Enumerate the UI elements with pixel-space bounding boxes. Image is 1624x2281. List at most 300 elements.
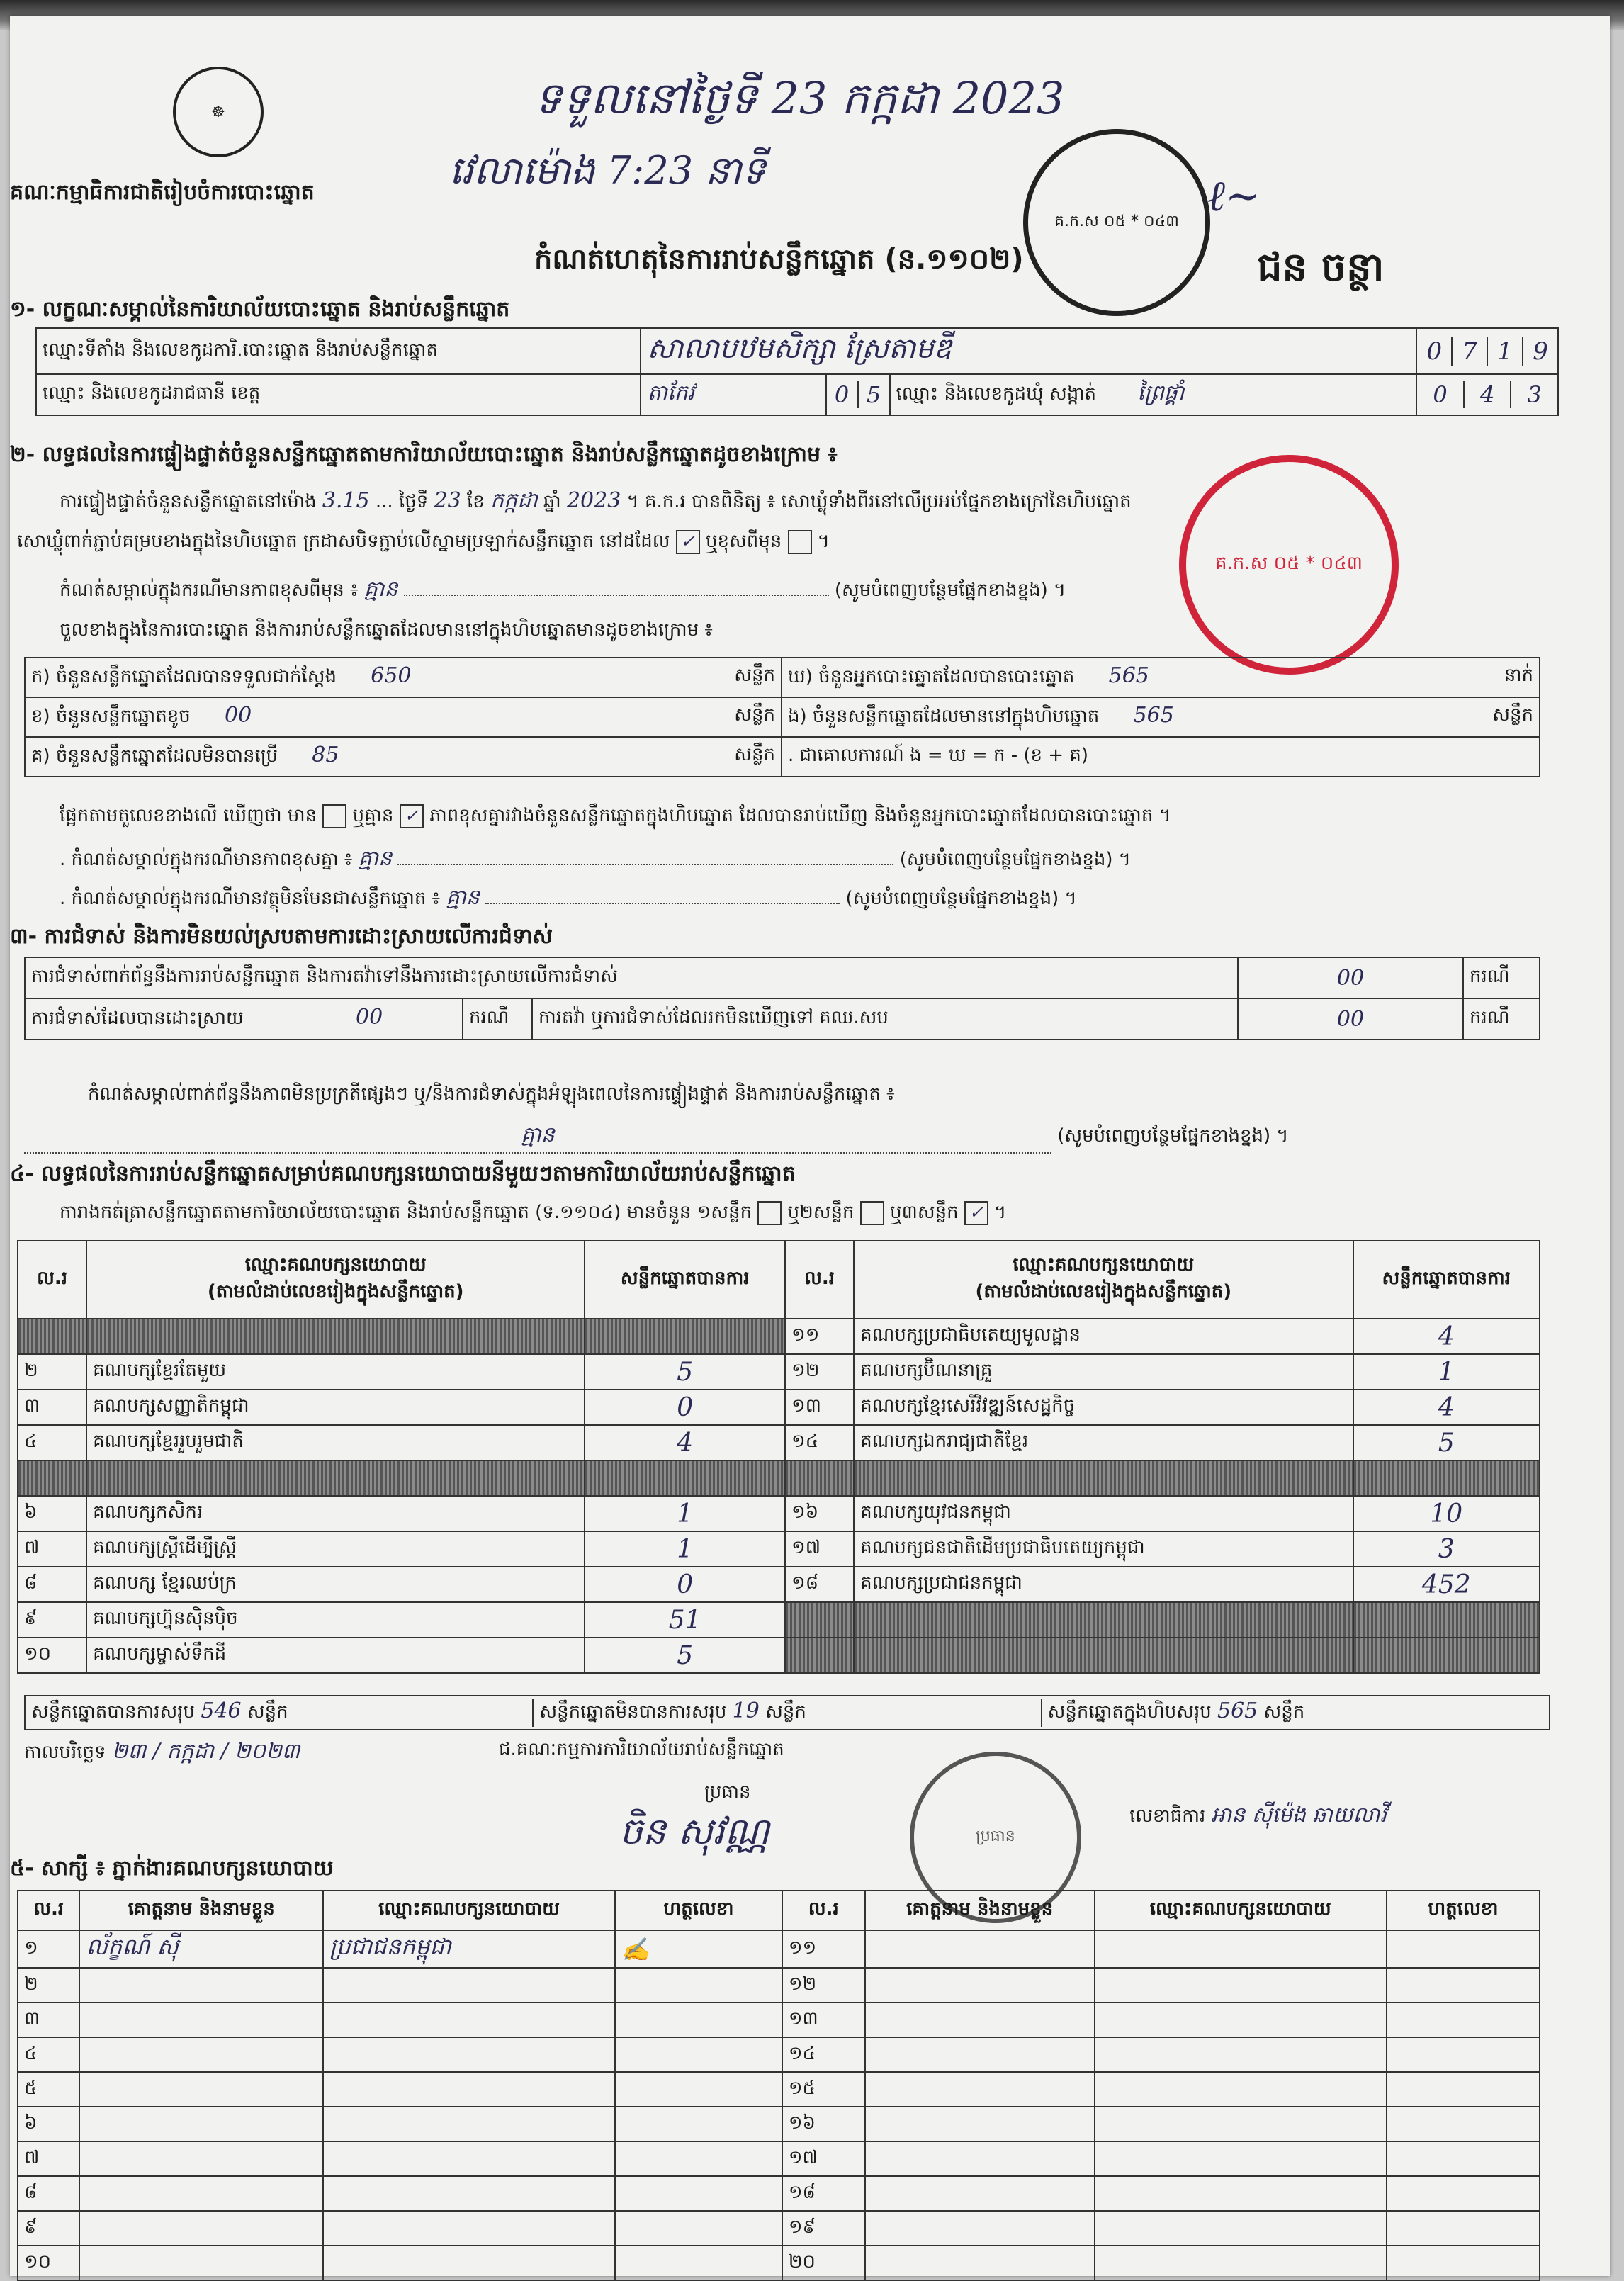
- unit-label: ករណី: [1463, 957, 1540, 998]
- witness-party: [1095, 2141, 1387, 2176]
- code-digit: 3: [1527, 381, 1542, 408]
- unit-label: សន្លឹក: [247, 1701, 288, 1723]
- three-sheets-checkbox[interactable]: ✓: [964, 1201, 988, 1225]
- seal-check-line: សោឃ្លុំពាក់ភ្ជាប់គម្របខាងក្នុងនៃហិបឆ្នោត ក្រដាសបិទភ្ជាប់លើស្នាមប្រឡាក់សន្លឹកឆ្នោត នៅដដែល ✓ ឬខុសពីមុន ។: [17, 529, 1151, 556]
- party-votes: [1353, 1602, 1540, 1638]
- witness-row: [18, 2246, 1540, 2280]
- dotted-line: [485, 903, 840, 904]
- ballot-counts-table: [24, 657, 1540, 777]
- chair-label: ប្រធាន: [704, 1781, 751, 1803]
- party-name: គណបក្សហ្វ៊ុនស៊ិនប៉ិច: [86, 1602, 585, 1638]
- section5-title: ៥- សាក្សី ៖ ភ្នាក់ងារគណបក្សនយោបាយ: [10, 1856, 334, 1881]
- col-no-header: ល.រ: [18, 1891, 79, 1930]
- party-name: គណបក្សឯករាជ្យជាតិខ្មែរ: [854, 1425, 1353, 1460]
- row-number: ៩: [18, 1602, 86, 1638]
- witness-signature: [615, 2141, 782, 2176]
- total-invalid-value: 19: [732, 1699, 760, 1723]
- irregularity-note-tail: (សូមបំពេញបន្ថែមផ្នែកខាងខ្នង) ។: [1057, 1125, 1289, 1147]
- unit-label: ករណី: [463, 998, 532, 1040]
- row-number: ៧: [18, 2141, 79, 2176]
- objection-unresolved-value: 00: [1238, 998, 1463, 1040]
- count-c-value: 85: [312, 743, 339, 767]
- objection-unresolved-label: ការតវ៉ា ឬការជំទាស់ដែលរកមិនឃើញទៅ គឈ.សប: [532, 998, 1238, 1040]
- party-name: [86, 1460, 585, 1496]
- row-number: ១៤: [782, 2037, 865, 2072]
- red-official-stamp: [1179, 455, 1399, 675]
- party-name: [854, 1638, 1353, 1673]
- row-number: [18, 1319, 86, 1354]
- party-votes: 5: [585, 1354, 785, 1390]
- witness-signature: [615, 1968, 782, 2003]
- witness-name: [865, 2107, 1095, 2141]
- row-number: ១៧: [785, 1531, 854, 1567]
- count-c-label: គ) ចំនួនសន្លឹកឆ្នោតដែលមិនបានប្រើ: [31, 745, 278, 767]
- party-name: គណបក្សខ្មែររួបរួមជាតិ: [86, 1425, 585, 1460]
- two-sheets-checkbox[interactable]: [860, 1201, 884, 1225]
- count-c: [25, 737, 782, 777]
- col-name-header: គោត្តនាម និងនាមខ្លួន: [79, 1891, 322, 1930]
- dotted-line: [404, 595, 829, 596]
- witness-party: [1095, 2107, 1387, 2141]
- count-b: [25, 697, 782, 737]
- section4-title: ៤- លទ្ធផលនៃការរាប់សន្លឹកឆ្នោតសម្រាប់គណបក្សនយោបាយនីមួយៗតាមការិយាល័យរាប់សន្លឹកឆ្នោត: [10, 1161, 796, 1186]
- row-number: ១៩: [782, 2211, 865, 2246]
- witness-name: [79, 2211, 322, 2246]
- total-invalid-label: សន្លឹកឆ្នោតមិនបានការសរុប: [539, 1701, 727, 1723]
- witness-row: [18, 2176, 1540, 2211]
- witness-row: [18, 1930, 1540, 1968]
- party-name: គណបក្សប៊ិណនាគ្រួ: [854, 1354, 1353, 1390]
- committee-label: ជ.គណៈកម្មការការិយាល័យរាប់សន្លឹកឆ្នោត: [499, 1739, 784, 1760]
- witness-party: [1095, 2211, 1387, 2246]
- col-no-header: ល.រ: [18, 1241, 86, 1319]
- total-box-value: 565: [1217, 1699, 1258, 1723]
- count-a: [25, 658, 782, 697]
- col-party-header: [854, 1241, 1353, 1319]
- party-name: គណបក្សខ្មែរតែមួយ: [86, 1354, 585, 1390]
- month-value: កក្កដា: [490, 488, 538, 513]
- province-label: ឈ្មោះ និងលេខកូដរាជធានី ខេត្ត: [36, 374, 641, 415]
- witness-signature: [1387, 2107, 1540, 2141]
- party-votes: 0: [585, 1390, 785, 1425]
- row-number: ៨: [18, 2176, 79, 2211]
- col-party-title: ឈ្មោះគណបក្សនយោបាយ: [1013, 1254, 1195, 1275]
- party-votes: [1353, 1638, 1540, 1673]
- signature-mark: ℓ~: [1207, 171, 1261, 221]
- row-number: ៥: [18, 2072, 79, 2107]
- col-no-header: ល.រ: [782, 1891, 865, 1930]
- commune-cell: [890, 374, 1417, 415]
- witness-name: [79, 2176, 322, 2211]
- count-a-value: 650: [371, 663, 412, 688]
- party-name: គណបក្សសញ្ញាតិកម្ពុជា: [86, 1390, 585, 1425]
- witness-signature: [1387, 2211, 1540, 2246]
- verification-time-line: ការផ្ទៀងផ្ទាត់ចំនួនសន្លឹកឆ្នោតនៅម៉ោង 3.15 ... ថ្ងៃទី 23 ខែ កក្កដា ឆ្នាំ 2023 ។ គ.ក.រ បានពិនិត្យ ៖ សោឃ្លុំទាំងពីរនៅលើប្រអប់ផ្នែកខាងក្រៅនៃហិបឆ្នោត: [60, 488, 1132, 513]
- total-valid-label: សន្លឹកឆ្នោតបានការសរុប: [31, 1701, 196, 1723]
- unit-label: សន្លឹក: [734, 704, 775, 726]
- witness-party: [323, 2141, 615, 2176]
- witness-signature: [1387, 2246, 1540, 2280]
- total-valid-value: 546: [201, 1699, 242, 1723]
- count-d-value: 565: [1108, 663, 1149, 688]
- form-title: កំណត់ហេតុនៃការរាប់សន្លឹកឆ្នោត (ន.១១០២): [534, 243, 1024, 276]
- section2-title: ២- លទ្ធផលនៃការផ្ទៀងផ្ទាត់ចំនួនសន្លឹកឆ្នោតតាមការិយាល័យបោះឆ្នោត និងរាប់សន្លឹកឆ្នោតដូចខាងក្រោម ៖: [10, 442, 838, 467]
- witness-name: ល័ក្ខណ៍ ស៊ី: [79, 1930, 322, 1968]
- code-digit: 5: [866, 381, 881, 408]
- row-number: ១៦: [782, 2107, 865, 2141]
- col-party-header: ឈ្មោះគណបក្សនយោបាយ: [1095, 1891, 1387, 1930]
- col-sign-header: ហត្ថលេខា: [1387, 1891, 1540, 1930]
- witness-name: [865, 2003, 1095, 2037]
- compare-tail: ភាពខុសគ្នារវាងចំនួនសន្លឹកឆ្នោតក្នុងហិបឆ្នោត ដែលបានរាប់ឃើញ និងចំនួនអ្នកបោះឆ្នោតដែលបានបោះឆ្នោត ។: [429, 805, 1171, 826]
- secretary-name: អាន ស៊ីម៉េង ឆាយលាវី: [1211, 1803, 1387, 1827]
- count-b-label: ខ) ចំនួនសន្លឹកឆ្នោតខូច: [31, 706, 191, 727]
- party-name: [854, 1602, 1353, 1638]
- section3-title: ៣- ការជំទាស់ និងការមិនយល់ស្របតាមការដោះស្រាយលើការជំទាស់: [10, 924, 553, 949]
- row-number: ១៣: [785, 1390, 854, 1425]
- official-seal-stamp: [1023, 129, 1210, 316]
- seal-same-checkbox[interactable]: ✓: [676, 530, 700, 554]
- row-number: [18, 1460, 86, 1496]
- witness-name: [865, 2072, 1095, 2107]
- formula: . ជាគោលការណ៍ ង = ឃ = ក - (ខ + គ): [782, 737, 1540, 777]
- row-number: ១៤: [785, 1425, 854, 1460]
- witness-row: [18, 2211, 1540, 2246]
- witness-party: [1095, 2176, 1387, 2211]
- witness-name: [79, 2003, 322, 2037]
- object-note-value: គ្មាន: [446, 885, 480, 910]
- total-invalid: [534, 1699, 1042, 1727]
- witness-signature: [615, 2211, 782, 2246]
- party-name: គណបក្សយុវជនកម្ពុជា: [854, 1496, 1353, 1531]
- row-number: ១០: [18, 2246, 79, 2280]
- objections-table: [24, 957, 1540, 1040]
- witness-party: [323, 2072, 615, 2107]
- party-name: គណបក្សស្ត្រីដើម្បីស្ត្រី: [86, 1531, 585, 1567]
- seal-note-value: គ្មាន: [363, 577, 398, 602]
- party-votes: 4: [585, 1425, 785, 1460]
- witness-name: [79, 2072, 322, 2107]
- section1-title: ១- លក្ខណៈសម្គាល់នៃការិយាល័យបោះឆ្នោត និងរាប់សន្លឹកឆ្នោត: [10, 297, 510, 322]
- code-digit: 7: [1453, 337, 1488, 366]
- diff-note-label: . កំណត់សម្គាល់ក្នុងករណីមានភាពខុសគ្នា ៖: [60, 849, 353, 870]
- province-code: [826, 374, 890, 415]
- row-number: ៦: [18, 1496, 86, 1531]
- results-row: [18, 1638, 1540, 1673]
- seal-different-label: ឬខុសពីមុន: [705, 531, 782, 552]
- seal-note-tail: (សូមបំពេញបន្ថែមផ្នែកខាងខ្នង) ។: [834, 580, 1066, 601]
- witness-party: [323, 2037, 615, 2072]
- party-votes: 5: [1353, 1425, 1540, 1460]
- party-results-table: [17, 1240, 1540, 1674]
- secretary-line: [1129, 1801, 1387, 1832]
- party-votes: 3: [1353, 1531, 1540, 1567]
- witness-signature: ✍: [615, 1930, 782, 1968]
- seal-note-label: កំណត់សម្គាល់ក្នុងករណីមានភាពខុសពីមុន ៖: [60, 580, 359, 601]
- row-number: ១១: [785, 1319, 854, 1354]
- witness-signature: [615, 2072, 782, 2107]
- witness-table: [17, 1890, 1540, 2281]
- diff-note-value: គ្មាន: [358, 846, 393, 871]
- handwritten-received-time: វេលាម៉ោង 7:23 នាទី: [449, 148, 766, 193]
- time-value: 3.15: [322, 488, 370, 513]
- witness-party: [1095, 2246, 1387, 2280]
- col-no-header: ល.រ: [785, 1241, 854, 1319]
- row-number: ៤: [18, 2037, 79, 2072]
- row-number: ៩: [18, 2211, 79, 2246]
- time-tail: ។ គ.ក.រ បានពិនិត្យ ៖ សោឃ្លុំទាំងពីរនៅលើប្រអប់ផ្នែកខាងក្រៅនៃហិបឆ្នោត: [626, 491, 1132, 512]
- row-number: ១១: [782, 1930, 865, 1968]
- col-party-header: [86, 1241, 585, 1319]
- witness-signature: [1387, 2037, 1540, 2072]
- results-row: [18, 1531, 1540, 1567]
- witness-party: [323, 2176, 615, 2211]
- party-votes: [585, 1319, 785, 1354]
- witness-name: [79, 1968, 322, 2003]
- location-name-label: ឈ្មោះទីតាំង និងលេខកូដការិ.បោះឆ្នោត និងរាប់សន្លឹកឆ្នោត: [36, 328, 641, 374]
- secretary-label: លេខាធិការ: [1129, 1806, 1206, 1827]
- three-sheets-label: ឬ៣សន្លឹក: [890, 1202, 959, 1223]
- unit-label: សន្លឹក: [1492, 704, 1533, 726]
- code-digit: 0: [1417, 337, 1453, 366]
- total-in-box: [1042, 1699, 1549, 1727]
- seal-line-text: សោឃ្លុំពាក់ភ្ជាប់គម្របខាងក្នុងនៃហិបឆ្នោត ក្រដាសបិទភ្ជាប់លើស្នាមប្រឡាក់សន្លឹកឆ្នោត នៅដដែល: [17, 531, 670, 552]
- year-value: 2023: [566, 488, 621, 513]
- unit-label: សន្លឹក: [765, 1701, 806, 1723]
- row-number: ១៨: [782, 2176, 865, 2211]
- objection-row1-label: ការជំទាស់ពាក់ព័ន្ធនឹងការរាប់សន្លឹកឆ្នោត និងការតវ៉ាទៅនឹងការដោះស្រាយលើការជំទាស់: [25, 957, 1238, 998]
- party-name: [86, 1319, 585, 1354]
- witness-row: [18, 1968, 1540, 2003]
- results-row: [18, 1390, 1540, 1425]
- count-e-value: 565: [1133, 703, 1174, 728]
- seal-text: គ.ក.ស ០៥ * ០៤៣: [1054, 213, 1179, 230]
- compare-line: [60, 804, 1583, 830]
- witness-row: [18, 2141, 1540, 2176]
- witness-party: [323, 2003, 615, 2037]
- location-name-value: សាលាបឋមសិក្សា ស្រែតាមឌី: [641, 328, 1416, 374]
- witness-signature: [615, 2037, 782, 2072]
- objection-resolved-value: 00: [356, 1005, 383, 1030]
- witness-name: [79, 2107, 322, 2141]
- row-number: ៦: [18, 2107, 79, 2141]
- row-number: ១៣: [782, 2003, 865, 2037]
- witness-signature: [615, 2246, 782, 2280]
- objection-row1-value: 00: [1238, 957, 1463, 998]
- handwritten-received-date: ទទួលនៅថ្ងៃទី 23 កក្កដា 2023: [534, 72, 1065, 124]
- col-name-header: គោត្តនាម និងនាមខ្លួន: [865, 1891, 1095, 1930]
- count-e: [782, 697, 1540, 737]
- irregularity-note-label: កំណត់សម្គាល់ពាក់ព័ន្ធនឹងភាពមិនប្រក្រតីផ្សេងៗ ឬ/និងការជំទាស់ក្នុងអំឡុងពេលនៃការផ្ទៀងផ្ទាត់ និងការរាប់សន្លឹកឆ្នោត ៖: [88, 1083, 895, 1105]
- row-number: [785, 1638, 854, 1673]
- totals-row: [24, 1695, 1550, 1730]
- col-party-subtitle: (តាមលំដាប់លេខរៀងក្នុងសន្លឹកឆ្នោត): [207, 1281, 464, 1302]
- date-value: ២៣ / កក្កដា / ២០២៣: [111, 1739, 300, 1764]
- party-name: គណបក្ស ខ្មែរឈប់ក្រ: [86, 1567, 585, 1602]
- witness-party: [1095, 2072, 1387, 2107]
- code-digit: 1: [1488, 337, 1523, 366]
- count-e-label: ង) ចំនួនសន្លឹកឆ្នោតដែលមាននៅក្នុងហិបឆ្នោត: [788, 706, 1100, 727]
- party-votes: 5: [585, 1638, 785, 1673]
- witness-party: [1095, 1930, 1387, 1968]
- nec-emblem-icon: ☸: [173, 67, 264, 157]
- unit-label: នាក់: [1504, 665, 1533, 686]
- witness-name: [865, 2246, 1095, 2280]
- row-number: ១៧: [782, 2141, 865, 2176]
- witness-name: [865, 1930, 1095, 1968]
- row-number: ១៦: [785, 1496, 854, 1531]
- col-party-subtitle: (តាមលំដាប់លេខរៀងក្នុងសន្លឹកឆ្នោត): [975, 1281, 1232, 1302]
- diff-note-line: [60, 845, 1335, 876]
- object-note-label: . កំណត់សម្គាល់ក្នុងករណីមានវត្ថុមិនមែនជាសន្លឹកឆ្នោត ៖: [60, 888, 441, 909]
- witness-signature: [1387, 2176, 1540, 2211]
- results-row: [18, 1354, 1540, 1390]
- witness-signature: [1387, 1930, 1540, 1968]
- witness-name: [865, 2141, 1095, 2176]
- code-digit: 9: [1533, 337, 1548, 366]
- total-box-label: សន្លឹកឆ្នោតក្នុងហិបសរុប: [1047, 1701, 1212, 1723]
- witness-party: [323, 2211, 615, 2246]
- difference-no-checkbox[interactable]: ✓: [400, 804, 424, 828]
- party-name: គណបក្សកសិករ: [86, 1496, 585, 1531]
- witness-row: [18, 2003, 1540, 2037]
- col-sign-header: ហត្ថលេខា: [615, 1891, 782, 1930]
- results-row: [18, 1425, 1540, 1460]
- witness-party: [1095, 2003, 1387, 2037]
- count-d: [782, 658, 1540, 697]
- results-row: [18, 1567, 1540, 1602]
- party-votes: 4: [1353, 1319, 1540, 1354]
- compare-no-label: ឬគ្មាន: [352, 805, 394, 826]
- witness-signature: [615, 2003, 782, 2037]
- col-party-header: ឈ្មោះគណបក្សនយោបាយ: [323, 1891, 615, 1930]
- row-number: ១៨: [785, 1567, 854, 1602]
- one-sheet-checkbox[interactable]: [757, 1201, 782, 1225]
- witness-row: [18, 2037, 1540, 2072]
- witness-name: [865, 1968, 1095, 2003]
- unit-label: សន្លឹក: [734, 744, 775, 765]
- party-votes: 10: [1353, 1496, 1540, 1531]
- two-sheets-label: ឬ២សន្លឹក: [787, 1202, 855, 1223]
- results-row: [18, 1460, 1540, 1496]
- witness-row: [18, 2107, 1540, 2141]
- date-line: [24, 1737, 300, 1769]
- witness-party: [323, 1968, 615, 2003]
- party-votes: 1: [585, 1496, 785, 1531]
- irregularity-note-value: គ្មាន: [521, 1122, 555, 1147]
- col-votes-header: សន្លឹកឆ្នោតបានការ: [1353, 1241, 1540, 1319]
- witness-signature: [1387, 1968, 1540, 2003]
- party-votes: 1: [585, 1531, 785, 1567]
- count-a-label: ក) ចំនួនសន្លឹកឆ្នោតដែលបានទទួលជាក់ស្តែង: [31, 666, 337, 687]
- province-value: តាកែវ: [641, 374, 825, 415]
- party-name: គណបក្សខ្មែរសេរីវិវឌ្ឍន៍សេដ្ឋកិច្ច: [854, 1390, 1353, 1425]
- party-name: គណបក្សប្រជាជនកម្ពុជា: [854, 1567, 1353, 1602]
- witness-party: ប្រជាជនកម្ពុជា: [323, 1930, 615, 1968]
- count-b-value: 00: [224, 703, 252, 728]
- results-row: [18, 1602, 1540, 1638]
- day-value: 23: [434, 488, 461, 513]
- code-digit: 4: [1465, 381, 1512, 408]
- objection-resolved-cell: [25, 998, 463, 1040]
- row-number: ៣: [18, 1390, 86, 1425]
- witness-party: [323, 2246, 615, 2280]
- chair-signature: ចិន សុវណ្ណ: [619, 1810, 770, 1853]
- row-number: ១២: [785, 1354, 854, 1390]
- row-number: ៨: [18, 1567, 86, 1602]
- col-party-title: ឈ្មោះគណបក្សនយោបាយ: [244, 1254, 427, 1275]
- sheets-label: ការាងកត់ត្រាសន្លឹកឆ្នោតតាមការិយាល័យបោះឆ្នោត និងរាប់សន្លឹកឆ្នោត (ទ.១១០៤) មានចំនួន ១សន្លឹក: [60, 1202, 752, 1223]
- witness-name: [865, 2176, 1095, 2211]
- witness-signature: [1387, 2072, 1540, 2107]
- party-votes: 4: [1353, 1390, 1540, 1425]
- witness-party: [323, 2107, 615, 2141]
- commune-value: ព្រៃផ្គាំ: [1137, 381, 1185, 405]
- fill-more-note: (សូមបំពេញបន្ថែមផ្នែកខាងខ្នង) ។: [845, 888, 1077, 909]
- location-table: [35, 327, 1559, 416]
- witness-name: [79, 2037, 322, 2072]
- row-number: ១០: [18, 1638, 86, 1673]
- irregularity-note-line: [24, 1121, 1547, 1154]
- row-number: ១: [18, 1930, 79, 1968]
- col-votes-header: សន្លឹកឆ្នោតបានការ: [585, 1241, 785, 1319]
- party-votes: 1: [1353, 1354, 1540, 1390]
- count-d-label: ឃ) ចំនួនអ្នកបោះឆ្នោតដែលបានបោះឆ្នោត: [788, 666, 1075, 687]
- party-votes: 0: [585, 1567, 785, 1602]
- row-number: ៧: [18, 1531, 86, 1567]
- witness-party: [1095, 2037, 1387, 2072]
- object-note-line: [60, 884, 1335, 915]
- commune-code: [1416, 374, 1558, 415]
- row-number: ១២: [782, 1968, 865, 2003]
- witness-signature: [1387, 2141, 1540, 2176]
- row-number: [785, 1460, 854, 1496]
- red-stamp-text: គ.ក.ស ០៥ * ០៤៣: [1215, 553, 1363, 574]
- fill-more-note: (សូមបំពេញបន្ថែមផ្នែកខាងខ្នង) ។: [899, 849, 1131, 870]
- row-number: ២០: [782, 2246, 865, 2280]
- total-valid: [26, 1699, 534, 1727]
- signer-initials: ជន ចន្ថា: [1257, 244, 1385, 291]
- party-name: គណបក្សជនជាតិដើមប្រជាធិបតេយ្យកម្ពុជា: [854, 1531, 1353, 1567]
- witness-name: [865, 2211, 1095, 2246]
- difference-yes-checkbox[interactable]: [322, 804, 346, 828]
- row-number: ២: [18, 1354, 86, 1390]
- dotted-line: [397, 864, 893, 865]
- form-sheet: [10, 16, 1610, 2276]
- row-number: ១៥: [782, 2072, 865, 2107]
- compare-label: ផ្អែកតាមតួលេខខាងលើ ឃើញថា មាន: [60, 805, 317, 826]
- witness-row: [18, 2072, 1540, 2107]
- location-code: [1416, 328, 1558, 374]
- unit-label: សន្លឹក: [734, 665, 775, 686]
- seal-different-checkbox[interactable]: [788, 530, 812, 554]
- witness-name: [865, 2037, 1095, 2072]
- party-votes: 51: [585, 1602, 785, 1638]
- witness-name: [79, 2246, 322, 2280]
- time-label: ការផ្ទៀងផ្ទាត់ចំនួនសន្លឹកឆ្នោតនៅម៉ោង: [60, 491, 317, 512]
- row-number: [785, 1602, 854, 1638]
- party-votes: 452: [1353, 1567, 1540, 1602]
- row-number: ៣: [18, 2003, 79, 2037]
- objection-resolved-label: ការជំទាស់ដែលបានដោះស្រាយ: [31, 1008, 244, 1029]
- dotted-line: [24, 1121, 1051, 1154]
- party-name: គណបក្សប្រជាធិបតេយ្យមូលដ្ឋាន: [854, 1319, 1353, 1354]
- counts-intro: ចួលខាងក្នុងនៃការបោះឆ្នោត និងការរាប់សន្លឹកឆ្នោតដែលមាននៅក្នុងហិបឆ្នោតមានដូចខាងក្រោម ៖: [60, 619, 713, 641]
- witness-signature: [615, 2176, 782, 2211]
- party-name: គណបក្សម្ចាស់ទឹកដី: [86, 1638, 585, 1673]
- results-row: [18, 1496, 1540, 1531]
- witness-party: [1095, 1968, 1387, 2003]
